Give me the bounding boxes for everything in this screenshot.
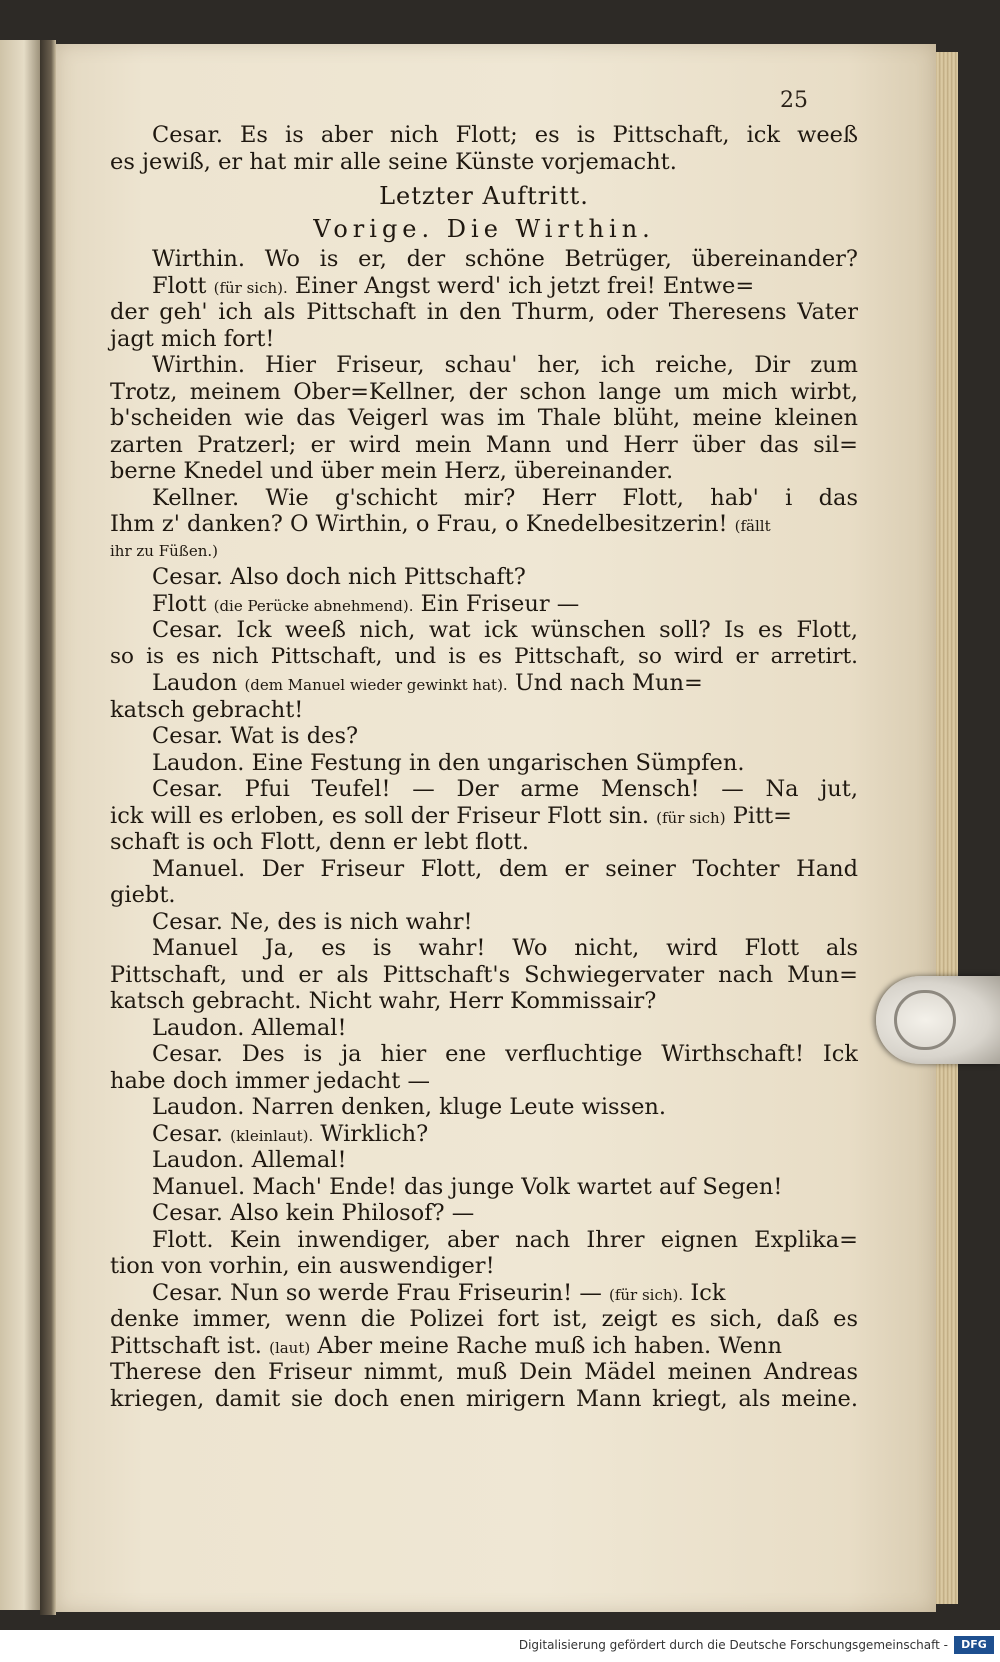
text-line [110,803,858,830]
text-line [110,1121,858,1148]
text-line [110,1280,858,1307]
text-line [110,511,858,538]
dialogue: Ihm z' danken? O Wirthin, o Frau, o Knedelbesitzerin! [110,511,735,537]
text-line: schaft is och Flott, denn er lebt flott. [110,829,529,855]
text-line: berne Knedel und über mein Herz, übereinander. [110,458,674,484]
stage-direction: (die Perücke abnehmend). [213,596,414,615]
scene-heading: Letzter Auftritt. [379,182,589,210]
text-line: Cesar. Ick weeß nich, wat ick wünschen soll? Is es Flott, [152,617,858,643]
stage-direction: (kleinlaut). [230,1126,314,1145]
text-line: habe doch immer jedacht — [110,1067,430,1094]
text-line [110,1333,858,1360]
page-text [110,122,858,1412]
text-line: Wirthin. Hier Friseur, schau' her, ich reiche, Dir zum [152,352,858,378]
text-line: b'scheiden wie das Veigerl was im Thale blüht, meine kleinen [110,405,858,431]
text-line: Cesar. Des is ja hier ene verfluchtige Wirthschaft! Ick [152,1041,858,1067]
text-line: denke immer, wenn die Polizei fort ist, zeigt es sich, daß es [110,1306,858,1332]
stage-direction: (dem Manuel wieder gewinkt hat). [244,676,508,694]
funding-credit: Digitalisierung gefördert durch die Deutsche Forschungsgemeinschaft - [518,1638,948,1652]
text-line: Cesar. Es is aber nich Flott; es is Pittschaft, ick weeß [152,122,858,148]
dialogue: Ein Friseur — [413,590,580,617]
text-line: Cesar. Also doch nich Pittschaft? [152,564,526,590]
dialogue: ick will es erloben, es soll der Friseur Flott sin. [110,802,657,829]
text-line: Cesar. Pfui Teufel! — Der arme Mensch! — Na jut, [152,776,858,802]
page-block-edge [936,52,958,1604]
text-line: zarten Pratzerl; er wird mein Mann und Herr über das sil= [110,431,858,458]
speaker: Flott [152,590,214,617]
text-line: jagt mich fort! [110,325,275,352]
dialogue: Und nach Mun= [507,670,703,696]
text-line: katsch gebracht. Nicht wahr, Herr Kommissair? [110,988,657,1014]
text-line: Cesar. Also kein Philosof? — [152,1200,475,1226]
text-line: es jewiß, er hat mir alle seine Künste vorjemacht. [110,148,677,175]
text-line: Wirthin. Wo is er, der schöne Betrüger, übereinander? [152,246,858,272]
text-line: katsch gebracht! [110,696,304,723]
text-line: Manuel. Mach' Ende! das junge Volk wartet auf Segen! [152,1173,783,1200]
stage-direction: (laut) [269,1338,311,1357]
cast-heading: Vorige. Die Wirthin. [313,214,655,243]
stage-direction: (für sich). [213,278,288,297]
speaker: Laudon [152,670,245,696]
text-line: tion von vorhin, ein auswendiger! [110,1253,495,1279]
stage-direction: (fällt [734,517,771,535]
facing-page-edge [0,40,40,1610]
text-line: so is es nich Pittschaft, und is es Pittschaft, so wird er arretirt. [110,643,858,669]
page-clip-icon [876,976,1000,1064]
dialogue: Cesar. Nun so werde Frau Friseurin! — [152,1279,609,1306]
text-line: Therese den Friseur nimmt, muß Dein Mädel meinen Andreas [110,1359,858,1385]
text-line: Cesar. Ne, des is nich wahr! [152,908,473,935]
text-line [110,591,858,618]
text-line: Cesar. Wat is des? [152,723,359,749]
stage-direction: (für sich). [608,1285,684,1304]
text-line: Trotz, meinem Ober=Kellner, der schon lange um mich wirbt, [110,378,858,405]
text-line: Laudon. Allemal! [152,1014,347,1041]
text-line: Kellner. Wie g'schicht mir? Herr Flott, hab' i das [152,484,858,511]
text-line: Pittschaft, und er als Pittschaft's Schwiegervater nach Mun= [110,961,858,988]
text-line: kriegen, damit sie doch enen mirigern Mann kriegt, als meine. [110,1385,858,1412]
dialogue: Aber meine Rache muß ich haben. Wenn [310,1332,782,1359]
text-line: Manuel Ja, es is wahr! Wo nicht, wird Flott als [152,935,858,961]
dialogue: Wirklich? [313,1120,429,1147]
speaker: Cesar. [152,1120,231,1147]
text-line: Laudon. Narren denken, kluge Leute wissen. [152,1094,667,1120]
dialogue: Einer Angst werd' ich jetzt frei! Entwe= [287,272,755,299]
dfg-logo: DFG [954,1636,994,1654]
text-line [110,273,858,300]
stage-direction: ihr zu Füßen.) [110,541,218,560]
dialogue: Pittschaft ist. [110,1332,270,1359]
text-line: der geh' ich als Pittschaft in den Thurm, oder Theresens Vater [110,299,858,325]
book-gutter [40,40,56,1615]
speaker: Flott [152,272,214,299]
text-line: Laudon. Eine Festung in den ungarischen Sümpfen. [152,749,745,776]
dialogue: Pitt= [725,802,793,829]
text-line: Flott. Kein inwendiger, aber nach Ihrer eignen Explika= [152,1226,858,1253]
text-line: Manuel. Der Friseur Flott, dem er seiner Tochter Hand [152,855,858,882]
stage-direction: (für sich) [656,808,726,827]
footer-bar [0,1630,1000,1662]
text-line [110,670,858,697]
text-line: Laudon. Allemal! [152,1147,347,1173]
page-number: 25 [780,88,808,113]
text-line: giebt. [110,882,176,908]
dialogue: Ick [683,1279,726,1306]
